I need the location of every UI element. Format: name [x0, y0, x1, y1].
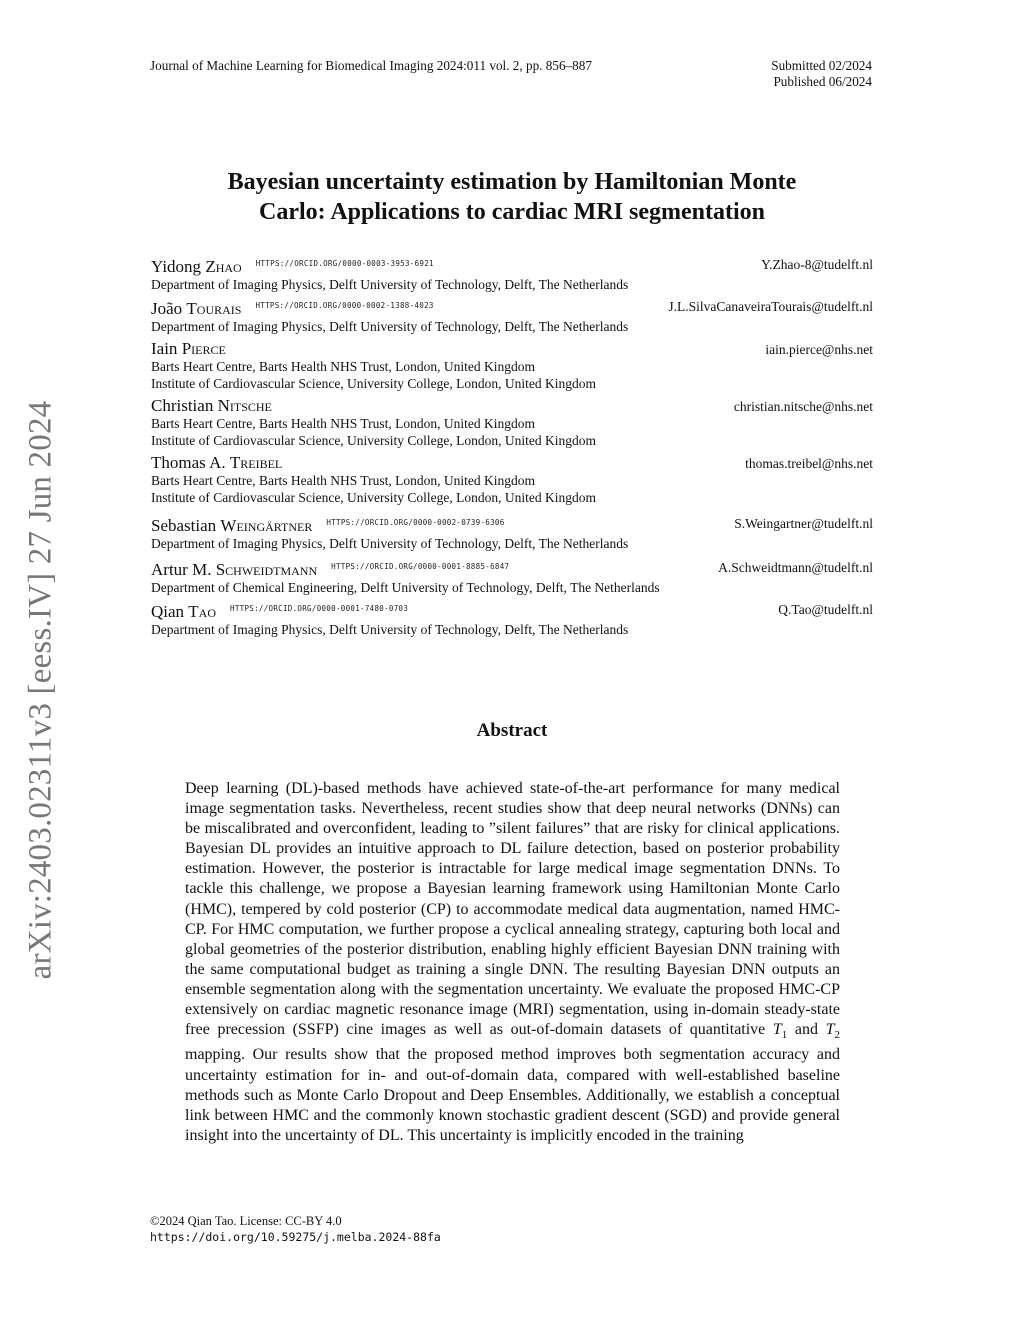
- author-email[interactable]: Q.Tao@tudelft.nl: [778, 602, 873, 617]
- author-email[interactable]: Y.Zhao-8@tudelft.nl: [761, 257, 873, 272]
- author-name: Thomas A. Treibel: [151, 453, 283, 472]
- author-affiliation: Department of Chemical Engineering, Delft University of Technology, Delft, The Netherlands: [151, 580, 660, 595]
- author-email[interactable]: S.Weingartner@tudelft.nl: [734, 516, 873, 531]
- author-block: [151, 557, 873, 597]
- author-name: Sebastian Weingärtner $^{HTTPS://ORCID.ORG/0000-0002-0739-6306}$: [151, 516, 505, 535]
- license-note: ©2024 Qian Tao. License: CC-BY 4.0: [150, 1214, 342, 1228]
- author-affiliation: Barts Heart Centre, Barts Health NHS Trust, London, United Kingdom: [151, 359, 535, 374]
- title-line-2: Carlo: Applications to cardiac MRI segmentation: [259, 199, 765, 225]
- orcid-link[interactable]: HTTPS://ORCID.ORG/0000-0002-0739-6306: [326, 518, 505, 527]
- author-block: [151, 296, 873, 336]
- author-block: [151, 453, 873, 506]
- author-affiliation: Department of Imaging Physics, Delft University of Technology, Delft, The Netherlands: [151, 622, 629, 637]
- author-affiliation: Institute of Cardiovascular Science, University College, London, United Kingdom: [151, 489, 597, 505]
- author-block: [151, 396, 873, 449]
- orcid-link[interactable]: HTTPS://ORCID.ORG/0000-0001-7480-0703: [230, 604, 409, 613]
- author-affiliation: Department of Imaging Physics, Delft University of Technology, Delft, The Netherlands: [151, 536, 629, 551]
- author-affiliation: Barts Heart Centre, Barts Health NHS Trust, London, United Kingdom: [151, 473, 535, 488]
- arxiv-id[interactable]: arXiv:2403.02311v3 [eess.IV] 27 Jun 2024: [22, 400, 59, 980]
- orcid-link[interactable]: HTTPS://ORCID.ORG/0000-0001-8885-6847: [331, 562, 510, 571]
- author-name: Iain Pierce: [151, 339, 226, 358]
- arxiv-stamp: [20, 400, 80, 980]
- author-email[interactable]: christian.nitsche@nhs.net: [733, 399, 873, 414]
- author-email[interactable]: J.L.SilvaCanaveiraTourais@tudelft.nl: [668, 299, 873, 314]
- published-date: Published 06/2024: [773, 74, 872, 89]
- author-name: Qian Tao $^{HTTPS://ORCID.ORG/0000-0001-7480-0703}$: [151, 602, 409, 621]
- author-email[interactable]: thomas.treibel@nhs.net: [745, 456, 873, 471]
- author-name: Yidong Zhao $^{HTTPS://ORCID.ORG/0000-0003-3953-6921}$: [151, 257, 434, 276]
- author-name: Artur M. Schweidtmann $^{HTTPS://ORCID.ORG/0000-0001-8885-6847}$: [151, 560, 510, 579]
- author-affiliation: Institute of Cardiovascular Science, University College, London, United Kingdom: [151, 432, 597, 448]
- author-block: [151, 339, 873, 392]
- author-email[interactable]: iain.pierce@nhs.net: [765, 342, 873, 357]
- author-affiliation: Department of Imaging Physics, Delft University of Technology, Delft, The Netherlands: [151, 277, 629, 292]
- paper-title: [0, 167, 1024, 227]
- author-email[interactable]: A.Schweidtmann@tudelft.nl: [718, 560, 873, 575]
- author-block: [151, 513, 873, 553]
- author-affiliation: Institute of Cardiovascular Science, University College, London, United Kingdom: [151, 375, 597, 391]
- orcid-link[interactable]: HTTPS://ORCID.ORG/0000-0003-3953-6921: [255, 259, 434, 268]
- journal-header: Journal of Machine Learning for Biomedical Imaging 2024:011 vol. 2, pp. 856–887: [150, 58, 592, 73]
- author-block: [151, 254, 873, 294]
- abstract-heading: Abstract: [476, 720, 548, 741]
- author-name: Christian Nitsche: [151, 396, 272, 415]
- author-affiliation: Barts Heart Centre, Barts Health NHS Trust, London, United Kingdom: [151, 416, 535, 431]
- orcid-link[interactable]: HTTPS://ORCID.ORG/0000-0002-1388-4023: [255, 301, 434, 310]
- title-line-1: Bayesian uncertainty estimation by Hamiltonian Monte: [227, 169, 797, 195]
- author-block: [151, 599, 873, 639]
- doi-link[interactable]: https://doi.org/10.59275/j.melba.2024-88fa: [150, 1230, 441, 1244]
- abstract-body: Deep learning (DL)-based methods have achieved state-of-the-art performance for many medical image segmentation tasks. Nevertheless, recent studies show that deep neural networks (DNNs) can be miscalibrated and overconfident, leading to ”silent failures” that are risky for clinical applications. Bayesian DL provides an intuitive approach to DL failure detection, based on posterior probability estimation. However, the posterior is intractable for large medical image segmentation DNNs. To tackle this challenge, we propose a Bayesian learning framework using Hamiltonian Monte Carlo (HMC), tempered by cold posterior (CP) to accommodate medical data augmentation, named HMC-CP. For HMC computation, we further propose a cyclical annealing strategy, capturing both local and global geometries of the posterior distribution, enabling highly efficient Bayesian DNN training with the same computational budget as training a single DNN. The resulting Bayesian DNN outputs an ensemble segmentation along with the segmentation uncertainty. We evaluate the proposed HMC-CP extensively on cardiac magnetic resonance image (MRI) segmentation, using in-domain steady-state free precession (SSFP) cine images as well as out-of-domain datasets of quantitative $T_1$ and $T_2$ mapping. Our results show that the proposed method improves both segmentation accuracy and uncertainty estimation for in- and out-of-domain data, compared with well-established baseline methods such as Monte Carlo Dropout and Deep Ensembles. Additionally, we establish a conceptual link between HMC and the commonly known stochastic gradient descent (SGD) and provide general insight into the uncertainty of DL. This uncertainty is implicitly encoded in the training: [185, 780, 840, 1144]
- submitted-date: Submitted 02/2024: [771, 58, 872, 73]
- submission-dates: [771, 58, 872, 90]
- author-affiliation: Department of Imaging Physics, Delft University of Technology, Delft, The Netherlands: [151, 319, 629, 334]
- author-name: João Tourais $^{HTTPS://ORCID.ORG/0000-0002-1388-4023}$: [151, 299, 434, 318]
